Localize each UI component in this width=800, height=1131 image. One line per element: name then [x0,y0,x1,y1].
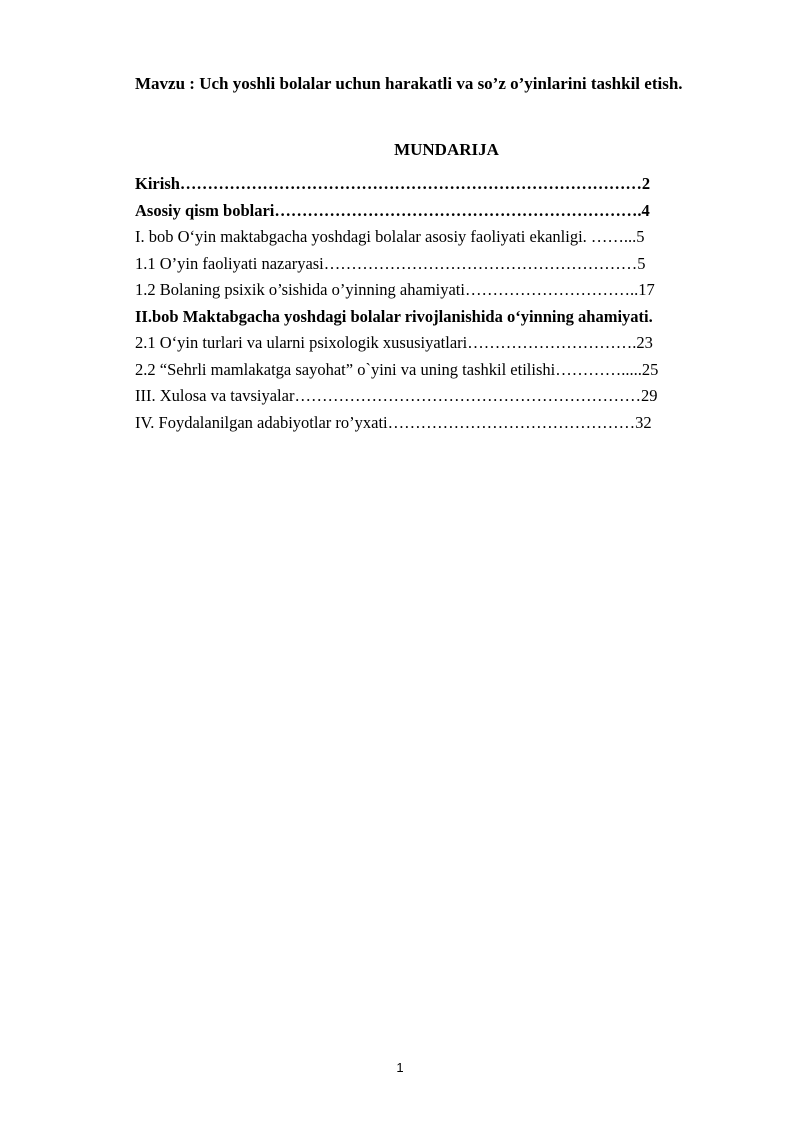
page-number: 1 [396,1060,404,1075]
toc-title: MUNDARIJA [394,140,499,159]
toc-entry-section-1-2: 1.2 Bolaning psixik o’sishida o’yinning ahamiyati…………………………..17 [135,280,655,299]
toc-entry-chapter-1: I. bob O‘yin maktabgacha yoshdagi bolalar asosiy faoliyati ekanligi. ……...5 [135,227,645,246]
topic-heading: Mavzu : Uch yoshli bolalar uchun harakatli va so’z o’yinlarini tashkil etish. [135,74,683,93]
toc-entry-kirish: Kirish…………………………………………………………………………2 [135,174,651,193]
toc-entry-chapter-2: II.bob Maktabgacha yoshdagi bolalar rivojlanishida o‘yinning ahamiyati. [135,306,653,326]
toc-entry-chapter-4: IV. Foydalanilgan adabiyotlar ro’yxati………………………………………32 [135,412,652,432]
toc-entry-section-2-1: 2.1 O‘yin turlari va ularni psixologik xususiyatlari………………………….23 [135,333,653,352]
toc-entry-section-2-2: 2.2 “Sehrli mamlakatga sayohat” o`yini va uning tashkil etilishi………….....25 [135,359,659,379]
toc-entry-asosiy-qism: Asosiy qism boblari………………………………………………………….4 [135,200,650,220]
table-of-contents [135,171,755,436]
toc-entry-section-1-1: 1.1 O’yin faoliyati nazaryasi…………………………………………………5 [135,253,646,273]
toc-entry-chapter-3: III. Xulosa va tavsiyalar………………………………………………………29 [135,386,658,405]
